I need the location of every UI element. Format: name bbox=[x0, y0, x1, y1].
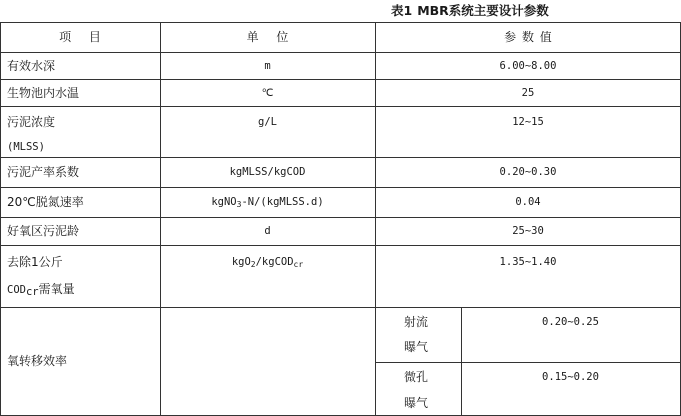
row-unit: m bbox=[264, 60, 271, 72]
row-unit: g/L bbox=[258, 116, 277, 128]
rule bbox=[0, 106, 681, 107]
table-number: 表1 bbox=[391, 3, 413, 18]
row-item: 污泥浓度 bbox=[7, 115, 56, 129]
sub-item-micropore: 微孔 bbox=[404, 370, 429, 384]
row-item: 有效水深 bbox=[7, 59, 56, 73]
design-parameters-table bbox=[0, 22, 681, 416]
row-item-line2: $COD_{cr}$需氧量 bbox=[7, 282, 75, 298]
rule bbox=[0, 79, 681, 80]
rule bbox=[160, 22, 161, 416]
sub-item-jet: 射流 bbox=[404, 315, 429, 329]
rule bbox=[375, 22, 376, 416]
header-value: 参 数 值 bbox=[504, 30, 552, 44]
row-unit: kgMLSS/kgCOD bbox=[229, 166, 306, 178]
row-value: 0.04 bbox=[515, 196, 541, 208]
row-item: 污泥产率系数 bbox=[7, 165, 80, 179]
rule bbox=[0, 52, 681, 53]
row-value: 12~15 bbox=[512, 116, 544, 128]
rule bbox=[0, 22, 1, 416]
row-value: 25~30 bbox=[512, 225, 544, 237]
row-item: 20℃脱氮速率 bbox=[7, 195, 84, 209]
row-unit: d bbox=[264, 225, 271, 237]
row-value: 25 bbox=[521, 87, 535, 99]
sub-item-micropore-line2: 曝气 bbox=[404, 396, 429, 410]
row-value: 0.20~0.25 bbox=[542, 316, 599, 328]
header-unit: 单 位 bbox=[246, 30, 289, 44]
row-item: 氧转移效率 bbox=[7, 354, 68, 368]
header-item: 项 目 bbox=[59, 30, 101, 44]
row-item: 好氧区污泥龄 bbox=[7, 224, 80, 238]
rule bbox=[0, 245, 681, 246]
rule bbox=[0, 187, 681, 188]
row-value: 0.15~0.20 bbox=[542, 371, 599, 383]
row-value: 6.00~8.00 bbox=[499, 60, 557, 72]
table-caption: MBR系统主要设计参数 bbox=[417, 3, 549, 18]
row-value: 1.35~1.40 bbox=[499, 256, 557, 268]
rule bbox=[0, 217, 681, 218]
row-item-abbr: (MLSS) bbox=[7, 141, 45, 153]
rule bbox=[0, 22, 681, 23]
row-unit: kgO$_2$/kgCOD$_{cr}$ bbox=[231, 256, 304, 269]
row-value: 0.20~0.30 bbox=[499, 166, 557, 178]
rule bbox=[0, 307, 681, 308]
row-item: 生物池内水温 bbox=[7, 86, 80, 100]
sub-item-jet-line2: 曝气 bbox=[404, 340, 429, 354]
row-unit: kgNO$_3$-N/(kgMLSS.d) bbox=[211, 196, 324, 209]
row-unit: ℃ bbox=[261, 87, 274, 99]
rule bbox=[0, 157, 681, 158]
row-item: 去除1公斤 bbox=[7, 255, 63, 269]
table-title bbox=[391, 2, 549, 20]
rule bbox=[375, 362, 681, 363]
